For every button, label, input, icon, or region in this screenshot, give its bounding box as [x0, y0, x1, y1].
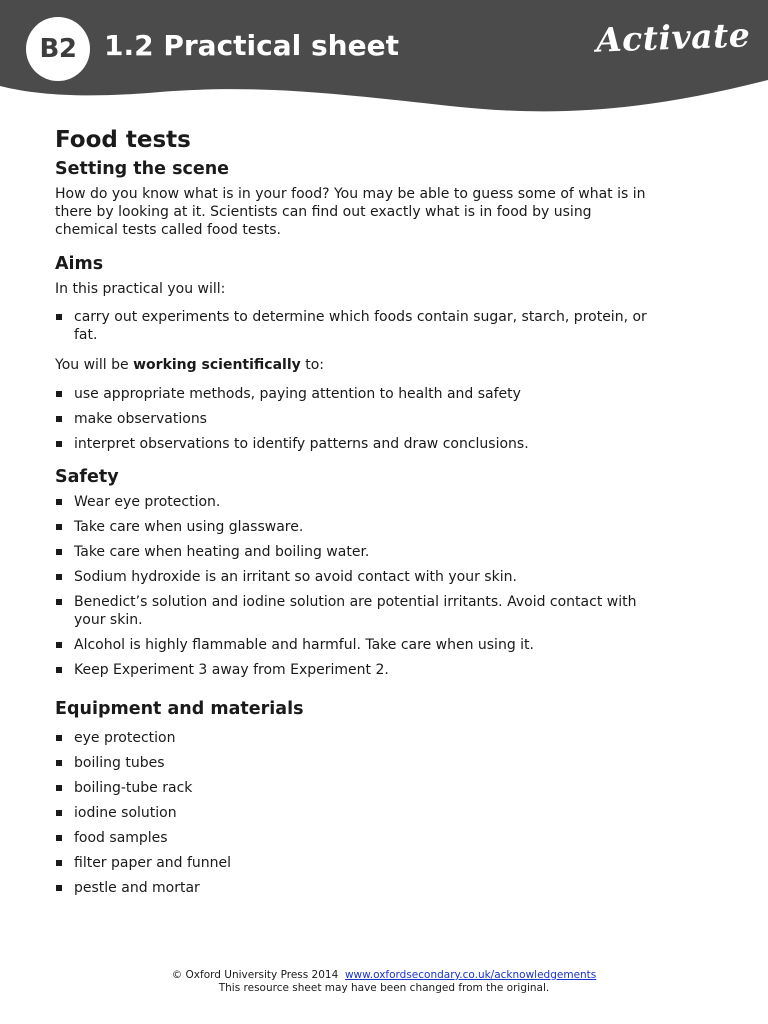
list-item-text: Benedict’s solution and iodine solution are potential irritants. Avoid contact with your skin. — [74, 594, 637, 628]
section-heading-equipment: Equipment and materials — [55, 699, 304, 719]
footer — [0, 969, 768, 995]
bullet-square-icon — [56, 885, 62, 891]
bullet-square-icon — [56, 785, 62, 791]
list-item — [55, 854, 655, 872]
list-item — [55, 543, 655, 561]
unit-badge: B2 — [26, 17, 90, 81]
section-heading-aims: Aims — [55, 254, 104, 274]
safety-list — [55, 493, 655, 679]
header-band — [0, 0, 768, 115]
list-item-text: filter paper and funnel — [74, 855, 232, 871]
list-item — [55, 636, 655, 654]
bullet-square-icon — [56, 642, 62, 648]
working-scientifically-list — [55, 385, 655, 453]
bullet-square-icon — [56, 391, 62, 397]
list-item — [55, 593, 655, 629]
aims-list — [55, 308, 655, 344]
list-item — [55, 879, 655, 897]
ws-prefix: You will be — [55, 357, 134, 373]
bullet-square-icon — [56, 735, 62, 741]
equipment-list — [55, 729, 655, 897]
bullet-square-icon — [56, 574, 62, 580]
page-title: Food tests — [55, 127, 191, 153]
section-heading-scene: Setting the scene — [55, 159, 230, 179]
footer-line-1 — [0, 969, 768, 982]
ws-bold: working scientifically — [133, 357, 301, 373]
list-item — [55, 804, 655, 822]
scene-paragraph: How do you know what is in your food? You may be able to guess some of what is in there by looking at it. Scientists can find out exactly what is in food by using chemical tests called food tests. — [55, 186, 646, 238]
list-item — [55, 729, 655, 747]
list-item-text: pestle and mortar — [74, 880, 200, 896]
list-item-text: Take care when heating and boiling water. — [74, 544, 370, 560]
acknowledgements-link[interactable]: www.oxfordsecondary.co.uk/acknowledgements — [344, 969, 597, 981]
bullet-square-icon — [56, 549, 62, 555]
list-item — [55, 435, 655, 453]
list-item — [55, 410, 655, 428]
list-item-text: food samples — [74, 830, 168, 846]
list-item — [55, 308, 655, 344]
bullet-square-icon — [56, 314, 62, 320]
list-item — [55, 568, 655, 586]
aims-intro: In this practical you will: — [55, 281, 226, 297]
working-scientifically-intro — [55, 356, 655, 374]
list-item-text: eye protection — [74, 730, 176, 746]
list-item-text: use appropriate methods, paying attention to health and safety — [74, 386, 521, 402]
list-item — [55, 518, 655, 536]
sheet-title: 1.2 Practical sheet — [104, 29, 399, 62]
list-item — [55, 754, 655, 772]
document-body — [55, 125, 655, 904]
list-item-text: boiling tubes — [74, 755, 165, 771]
list-item-text: carry out experiments to determine which foods contain sugar, starch, protein, or fat. — [74, 309, 647, 343]
list-item-text: Alcohol is highly flammable and harmful. Take care when using it. — [74, 637, 534, 653]
list-item-text: Sodium hydroxide is an irritant so avoid contact with your skin. — [74, 569, 517, 585]
bullet-square-icon — [56, 860, 62, 866]
list-item — [55, 661, 655, 679]
list-item-text: Wear eye protection. — [74, 494, 221, 510]
list-item-text: Take care when using glassware. — [74, 519, 304, 535]
list-item-text: interpret observations to identify patterns and draw conclusions. — [74, 436, 529, 452]
list-item-text: Keep Experiment 3 away from Experiment 2. — [74, 662, 389, 678]
list-item — [55, 829, 655, 847]
bullet-square-icon — [56, 599, 62, 605]
bullet-square-icon — [56, 835, 62, 841]
list-item-text: boiling-tube rack — [74, 780, 193, 796]
copyright-text: © Oxford University Press 2014 — [171, 969, 339, 981]
ws-suffix: to: — [300, 357, 325, 373]
bullet-square-icon — [56, 441, 62, 447]
footer-note: This resource sheet may have been changed from the original. — [218, 982, 550, 994]
list-item — [55, 493, 655, 511]
list-item-text: iodine solution — [74, 805, 177, 821]
bullet-square-icon — [56, 760, 62, 766]
bullet-square-icon — [56, 667, 62, 673]
list-item-text: make observations — [74, 411, 207, 427]
brand-logo: Activate — [595, 15, 751, 60]
bullet-square-icon — [56, 499, 62, 505]
bullet-square-icon — [56, 416, 62, 422]
list-item — [55, 779, 655, 797]
bullet-square-icon — [56, 524, 62, 530]
section-heading-safety: Safety — [55, 467, 119, 487]
list-item — [55, 385, 655, 403]
bullet-square-icon — [56, 810, 62, 816]
